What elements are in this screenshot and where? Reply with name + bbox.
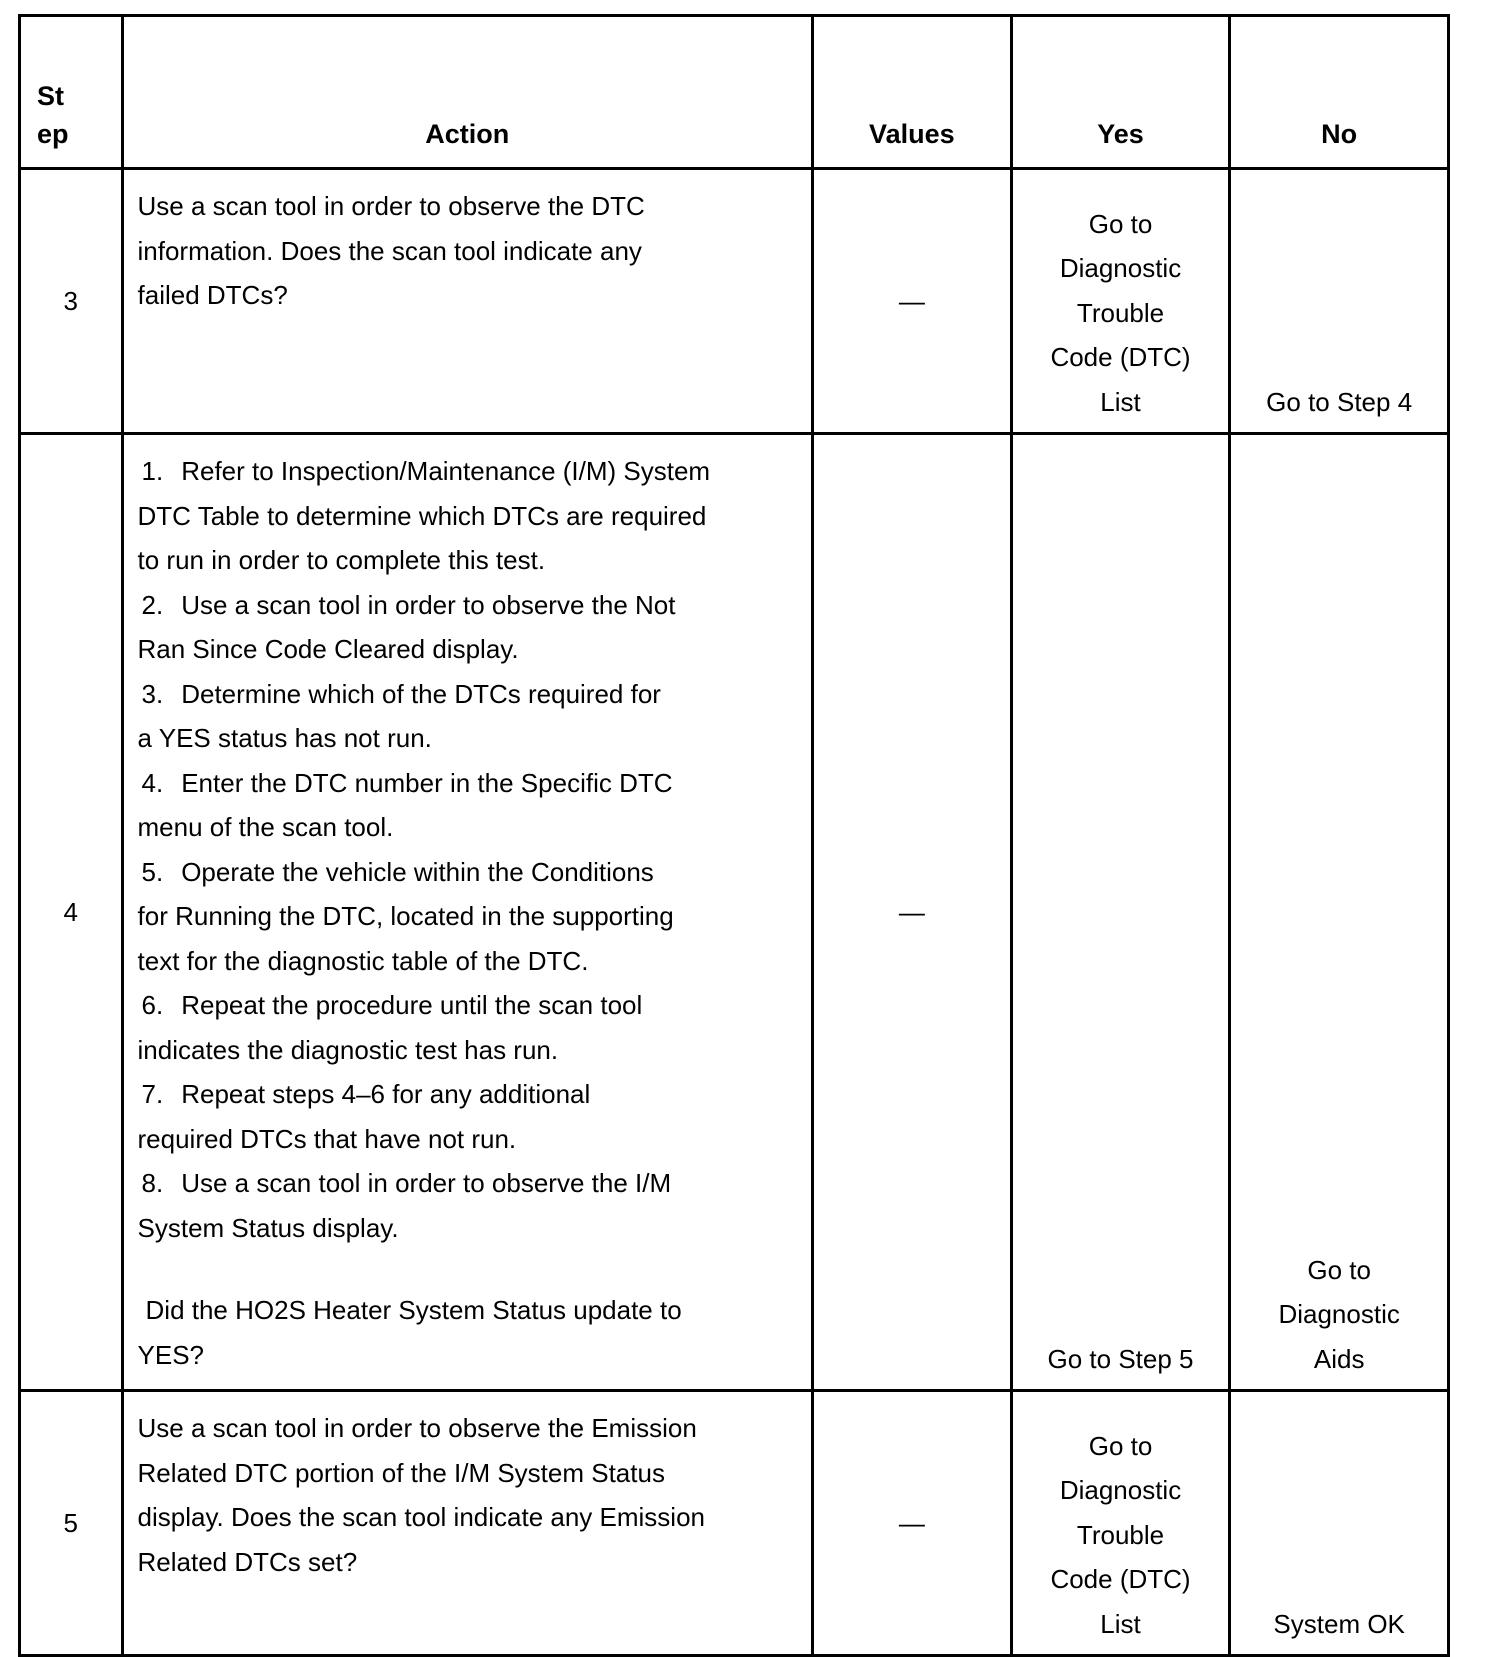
header-no: No: [1230, 16, 1449, 169]
yes-cell: Go to Diagnostic Trouble Code (DTC) List: [1011, 1391, 1230, 1656]
no-cell: System OK: [1230, 1391, 1449, 1656]
action-line: display. Does the scan tool indicate any Emission: [137, 1502, 705, 1532]
substep-4: 4. Enter the DTC number in the Specific DTC menu of the scan tool.: [137, 767, 673, 842]
action-line: Related DTCs set?: [137, 1546, 358, 1577]
action-line: information. Does the scan tool indicate any: [137, 235, 642, 266]
action-line: Use a scan tool in order to observe the DTC: [137, 191, 645, 221]
values-cell: —: [812, 1391, 1011, 1656]
no-cell: Go to Step 4: [1230, 169, 1449, 434]
header-yes: Yes: [1011, 16, 1230, 169]
values-cell: —: [812, 169, 1011, 434]
header-row: [20, 16, 1449, 169]
yes-cell: Go to Diagnostic Trouble Code (DTC) List: [1011, 169, 1230, 434]
yes-cell: Go to Step 5: [1011, 434, 1230, 1391]
step-number: 3: [20, 169, 123, 434]
substep-7: 7. Repeat steps 4–6 for any additional required DTCs that have not run.: [137, 1079, 591, 1154]
action-cell: [122, 169, 812, 434]
values-cell: —: [812, 434, 1011, 1391]
header-values: Values: [812, 16, 1011, 169]
table-row-step-4: [20, 434, 1449, 1391]
substep-1: 1. Refer to Inspection/Maintenance (I/M) System DTC Table to determine which DTCs are required to run in order to complete this test.: [137, 456, 711, 575]
step-number: 5: [20, 1391, 123, 1656]
action-cell: [122, 434, 812, 1391]
table-row-step-5: [20, 1391, 1449, 1656]
header-step: St ep: [20, 16, 123, 169]
action-cell: [122, 1391, 812, 1656]
action-line: failed DTCs?: [137, 280, 288, 310]
diagnostic-table: [18, 14, 1450, 1657]
substep-3: 3. Determine which of the DTCs required for a YES status has not run.: [137, 678, 661, 753]
substep-2: 2. Use a scan tool in order to observe the Not Ran Since Code Cleared display.: [137, 589, 676, 664]
substep-8: 8. Use a scan tool in order to observe the I/M System Status display.: [137, 1168, 672, 1243]
step-number: 4: [20, 434, 123, 1391]
action-line: Use a scan tool in order to observe the Emission: [137, 1413, 697, 1443]
step-question: Did the HO2S Heater System Status update to YES?: [137, 1295, 682, 1370]
substep-5: 5. Operate the vehicle within the Conditions for Running the DTC, located in the supporting text for the diagnostic table of the DTC.: [137, 856, 674, 976]
action-line: Related DTC portion of the I/M System Status: [137, 1457, 665, 1488]
header-action: Action: [122, 16, 812, 169]
substep-6: 6. Repeat the procedure until the scan tool indicates the diagnostic test has run.: [137, 990, 643, 1065]
table-row-step-3: [20, 169, 1449, 434]
no-cell: Go to Diagnostic Aids: [1230, 434, 1449, 1391]
